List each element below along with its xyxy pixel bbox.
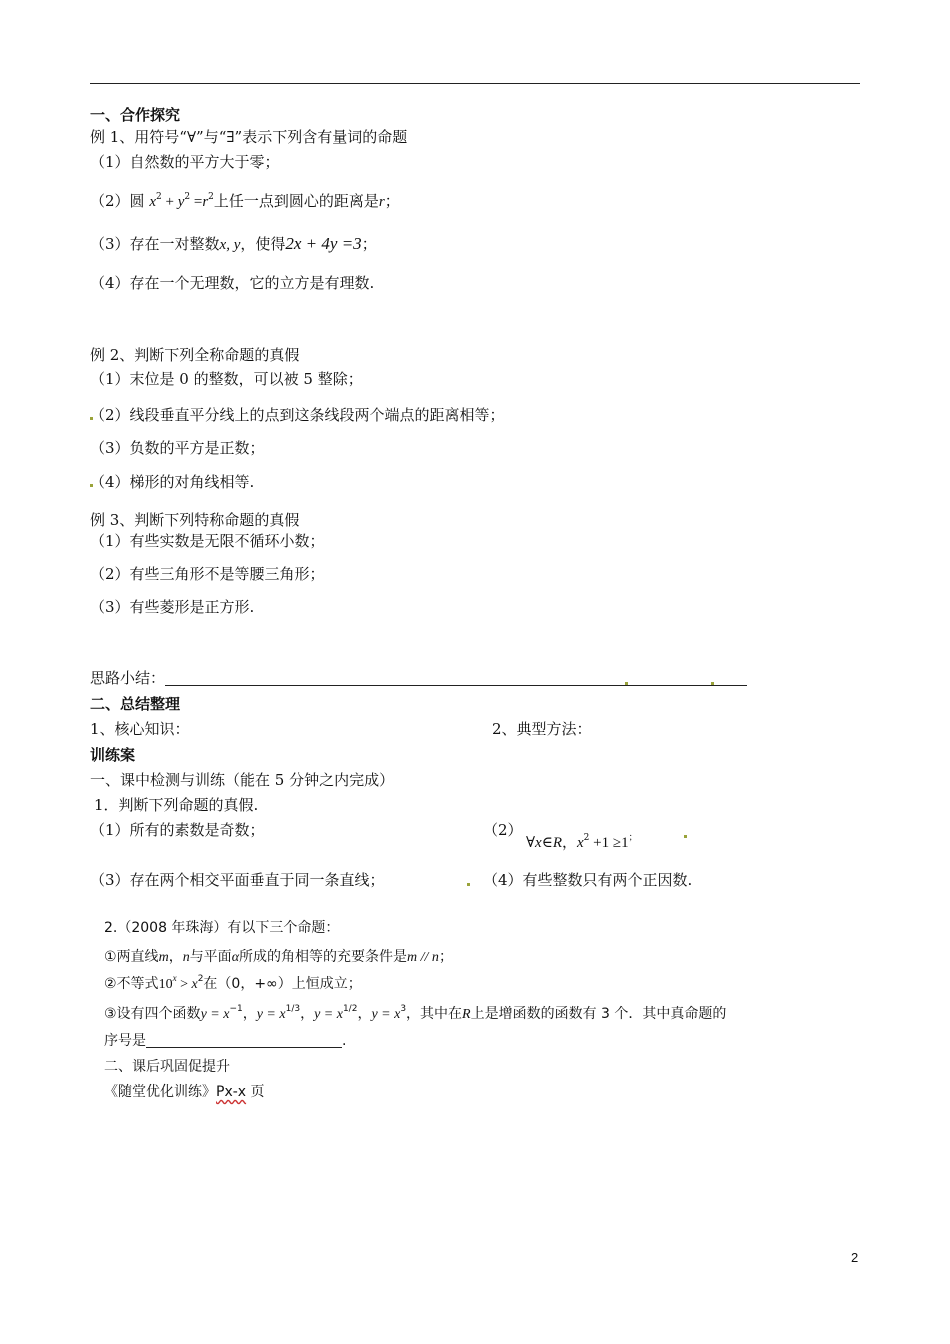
example-2-item-2: （2）线段垂直平分线上的点到这条线段两个端点的距离相等；	[90, 406, 505, 424]
after-class-book	[104, 1082, 265, 1102]
question-2-heading: 2.（2008 年珠海）有以下三个命题：	[104, 920, 340, 936]
question-1-item-3: （3）存在两个相交平面垂直于同一条直线；	[90, 871, 385, 889]
math-num: 10	[158, 977, 173, 992]
text: （3）存在一对整数	[90, 235, 220, 253]
question-1-item-1: （1）所有的素数是奇数；	[90, 821, 265, 839]
text: ③设有四个函数	[104, 1006, 201, 1022]
math-var: r	[202, 194, 209, 210]
text: ；	[628, 833, 638, 843]
exponent: x	[172, 973, 177, 983]
summary-line	[90, 668, 747, 688]
math-var: x	[577, 835, 584, 851]
example-2-item-3: （3）负数的平方是正数；	[90, 439, 265, 457]
text: 所成的角相等的充要条件是	[239, 949, 408, 965]
exponent: 2	[197, 974, 204, 984]
math-expr: y = x	[314, 1007, 343, 1022]
training-title: 训练案	[90, 746, 136, 764]
text: 上是增函数的函数有 3 个．其中真命题的	[470, 1006, 727, 1022]
page-number: 2	[851, 1250, 859, 1265]
exponent: 2	[184, 192, 191, 202]
scan-speck	[467, 883, 470, 886]
exponent: 2	[155, 192, 162, 202]
scan-speck	[684, 835, 687, 838]
example-3-item-2: （2）有些三角形不是等腰三角形；	[90, 565, 325, 583]
math-expr: x, y	[219, 237, 241, 253]
example-1-title	[90, 127, 407, 148]
text: （2）圆	[90, 192, 150, 210]
exponent: 2	[583, 833, 590, 843]
math-op: +	[161, 194, 178, 210]
math-expr: +1 ≥1	[589, 835, 629, 851]
text: ①两直线	[104, 949, 159, 965]
scan-speck	[711, 682, 714, 685]
math-expr: 2x + 4y =3	[285, 234, 362, 253]
text: ；	[384, 192, 400, 210]
exponent: 2	[208, 192, 214, 202]
math-var: y	[177, 194, 185, 210]
example-3-item-3: （3）有些菱形是正方形.	[90, 598, 255, 616]
text: ，	[300, 1006, 315, 1022]
math-expr: y = x	[371, 1007, 401, 1022]
math-expr: y = x	[256, 1007, 286, 1022]
text: ，其中在	[406, 1006, 463, 1022]
summary-label: 思路小结：	[90, 669, 166, 687]
section-title-summary: 二、总结整理	[90, 695, 181, 713]
typical-method-label: 2、典型方法：	[492, 720, 592, 738]
text: ，	[357, 1006, 372, 1022]
exponent: −1	[229, 1004, 243, 1014]
math-expr: ∀x∈R	[526, 835, 562, 851]
text: ，使得	[240, 235, 286, 253]
text: 上任一点到圆心的距离是	[213, 192, 379, 210]
text: 例 1、用符号“	[90, 128, 187, 146]
text: ②不等式	[104, 976, 159, 992]
question-2-item-1	[104, 947, 453, 968]
example-3-item-1: （1）有些实数是无限不循环小数；	[90, 532, 325, 550]
exponent: 1/2	[342, 1004, 358, 1014]
math-var: x	[149, 194, 156, 210]
summary-blank	[165, 670, 747, 686]
exponent: 1/3	[285, 1004, 301, 1014]
text: .	[342, 1033, 347, 1049]
question-1-item-2-label: （2）	[483, 821, 523, 839]
question-1-item-2-formula	[526, 832, 638, 853]
math-op: =	[190, 194, 203, 210]
text: ，	[561, 833, 577, 851]
question-2-item-3	[104, 1004, 726, 1025]
example-2-item-1: （1）末位是 0 的整数，可以被 5 整除；	[90, 370, 363, 388]
answer-blank	[146, 1032, 342, 1048]
text: 页	[246, 1084, 265, 1100]
forall-symbol: ∀	[186, 130, 197, 146]
example-2-title: 例 2、判断下列全称命题的真假	[90, 346, 300, 364]
question-2-answer-line	[104, 1031, 346, 1051]
example-1-item-1: （1）自然数的平方大于零；	[90, 153, 280, 171]
question-2-item-2	[104, 974, 362, 995]
text: ；	[438, 949, 453, 965]
training-subtitle: 一、课中检测与训练（能在 5 分钟之内完成）	[90, 771, 395, 789]
scan-speck	[625, 682, 628, 685]
text: ；	[361, 235, 377, 253]
text: 序号是	[104, 1033, 146, 1049]
text: ，	[168, 949, 183, 965]
math-expr: m // n	[407, 950, 439, 965]
text: ”表示下列含有量词的命题	[234, 128, 408, 146]
example-1-item-4: （4）存在一个无理数，它的立方是有理数.	[90, 274, 375, 292]
header-rule	[90, 83, 860, 84]
question-1: 1．判断下列命题的真假.	[94, 796, 259, 814]
math-var: r	[378, 194, 385, 210]
math-expr: y = x	[200, 1007, 230, 1022]
question-1-item-4: （4）有些整数只有两个正因数.	[483, 871, 693, 889]
section-title-cooperate: 一、合作探究	[90, 106, 181, 124]
math-var: x	[191, 977, 198, 992]
text: ，	[242, 1006, 257, 1022]
text: 在（0，+∞）上恒成立；	[203, 976, 362, 992]
example-1-item-2	[90, 191, 400, 212]
math-var: m	[158, 950, 169, 965]
exponent: 3	[400, 1004, 407, 1014]
core-knowledge-label: 1、核心知识：	[90, 720, 190, 738]
text: Px-x	[216, 1084, 247, 1100]
text: ”与“	[196, 128, 227, 146]
example-2-item-4: （4）梯形的对角线相等.	[90, 473, 255, 491]
after-class-title: 二、课后巩固促提升	[104, 1059, 230, 1075]
text: 与平面	[189, 949, 232, 965]
text: 《随堂优化训练》	[104, 1084, 216, 1100]
example-3-title: 例 3、判断下列特称命题的真假	[90, 511, 300, 529]
math-op: >	[176, 977, 192, 992]
math-var: n	[182, 950, 190, 965]
math-var: α	[231, 950, 240, 965]
math-var: R	[462, 1007, 471, 1022]
exists-symbol: ∃	[226, 130, 235, 146]
example-1-item-3	[90, 234, 377, 255]
